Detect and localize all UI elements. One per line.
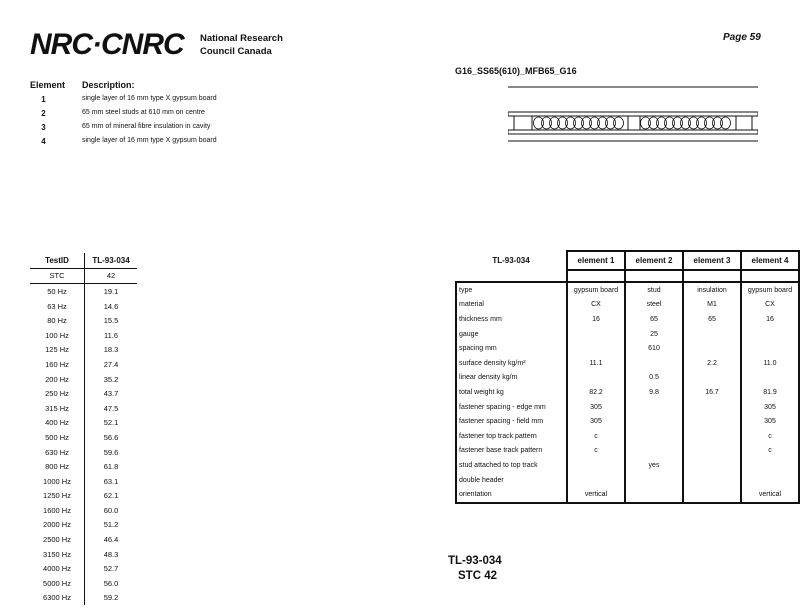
- tl-value: 59.2: [84, 591, 137, 606]
- element-description: 65 mm steel studs at 610 mm on centre: [82, 109, 205, 116]
- frequency-row: [30, 401, 137, 416]
- tl-value: 48.3: [84, 547, 137, 562]
- tl-value: 43.7: [84, 386, 137, 401]
- property-value: [683, 473, 741, 488]
- property-value: stud: [625, 282, 683, 298]
- property-value: [741, 341, 799, 356]
- org-name: [200, 32, 283, 58]
- property-value: c: [741, 444, 799, 459]
- property-label: stud attached to top track: [456, 458, 567, 473]
- tl-value: 47.5: [84, 401, 137, 416]
- element-row: [30, 137, 217, 146]
- element-1-header: element 1: [567, 251, 625, 270]
- property-label: total weight kg: [456, 385, 567, 400]
- frequency-row: [30, 561, 137, 576]
- element-row: [30, 109, 217, 118]
- frequency-label: 80 Hz: [47, 316, 67, 326]
- property-value: [683, 400, 741, 415]
- property-value: [567, 473, 625, 488]
- frequency-row: [30, 576, 137, 591]
- property-value: 16: [741, 312, 799, 327]
- tl-value: 52.7: [84, 561, 137, 576]
- property-value: [683, 371, 741, 386]
- property-value: 305: [741, 414, 799, 429]
- gypsum-board-top: [508, 112, 758, 116]
- frequency-row: [30, 386, 137, 401]
- property-value: [625, 473, 683, 488]
- property-row: [456, 298, 799, 313]
- property-value: gypsum board: [741, 282, 799, 298]
- frequency-row: [30, 445, 137, 460]
- stud-right: [736, 116, 752, 130]
- property-label: type: [456, 282, 567, 298]
- gypsum-board-bottom: [508, 130, 758, 134]
- frequency-label: 2500 Hz: [43, 535, 71, 545]
- frequency-row: [30, 328, 137, 343]
- property-value: [625, 429, 683, 444]
- tl-value: 11.6: [84, 328, 137, 343]
- insulation-left: [534, 117, 624, 129]
- property-label: fastener spacing - field mm: [456, 414, 567, 429]
- property-value: gypsum board: [567, 282, 625, 298]
- tl-value: 18.3: [84, 343, 137, 358]
- frequency-row: [30, 532, 137, 547]
- property-value: c: [567, 444, 625, 459]
- frequency-row: [30, 518, 137, 533]
- property-value: 16.7: [683, 385, 741, 400]
- frequency-label: 400 Hz: [45, 418, 69, 428]
- property-value: 305: [567, 414, 625, 429]
- frequency-label: 5000 Hz: [43, 578, 71, 588]
- property-row: [456, 458, 799, 473]
- test-number-header: TL-93-034: [84, 253, 137, 268]
- frequency-label: 63 Hz: [47, 301, 67, 311]
- insulation-coil: [721, 117, 731, 129]
- property-value: [741, 458, 799, 473]
- property-row: [456, 312, 799, 327]
- footer-stc: STC 42: [458, 570, 497, 582]
- description-col-header: Description:: [82, 80, 135, 90]
- frequency-row: [30, 284, 137, 299]
- element-3-header: element 3: [683, 251, 741, 270]
- property-value: [683, 487, 741, 503]
- property-value: 81.9: [741, 385, 799, 400]
- property-row: [456, 282, 799, 298]
- property-label: material: [456, 298, 567, 313]
- stc-label: STC: [49, 271, 65, 281]
- tl-value: 27.4: [84, 357, 137, 372]
- property-label: spacing mm: [456, 341, 567, 356]
- property-value: steel: [625, 298, 683, 313]
- property-value: 0.5: [625, 371, 683, 386]
- stud-middle: [628, 116, 640, 130]
- property-value: [625, 400, 683, 415]
- frequency-row: [30, 430, 137, 445]
- insulation-coil: [590, 117, 600, 129]
- frequency-label: 630 Hz: [45, 447, 69, 457]
- element-row: [30, 123, 217, 132]
- property-value: [683, 327, 741, 342]
- property-value: yes: [625, 458, 683, 473]
- frequency-row: [30, 299, 137, 314]
- property-value: vertical: [567, 487, 625, 503]
- element-list-header: [30, 80, 217, 90]
- property-row: [456, 444, 799, 459]
- property-row: [456, 414, 799, 429]
- property-value: 11.1: [567, 356, 625, 371]
- frequency-table: [30, 253, 137, 605]
- property-label: linear density kg/m: [456, 371, 567, 386]
- insulation-coil: [582, 117, 592, 129]
- property-value: 11.0: [741, 356, 799, 371]
- insulation-coil: [542, 117, 552, 129]
- property-value: 9.8: [625, 385, 683, 400]
- property-value: 65: [683, 312, 741, 327]
- insulation-coil: [558, 117, 568, 129]
- insulation-coil: [649, 117, 659, 129]
- property-label: gauge: [456, 327, 567, 342]
- element-col-header: Element: [30, 80, 66, 90]
- insulation-coil: [566, 117, 576, 129]
- property-row: [456, 473, 799, 488]
- insulation-coil: [689, 117, 699, 129]
- element-number: 2: [41, 109, 46, 118]
- frequency-row: [30, 591, 137, 606]
- property-value: c: [567, 429, 625, 444]
- property-row: [456, 385, 799, 400]
- property-row: [456, 371, 799, 386]
- footer-test-id: TL-93-034: [448, 555, 502, 567]
- property-label: surface density kg/m²: [456, 356, 567, 371]
- org-line-1: National Research: [200, 33, 283, 44]
- property-value: [625, 414, 683, 429]
- property-row: [456, 327, 799, 342]
- property-value: 305: [567, 400, 625, 415]
- org-line-2: Council Canada: [200, 46, 272, 57]
- property-value: [683, 444, 741, 459]
- page-number: Page 59: [723, 32, 761, 43]
- element-number: 1: [41, 95, 46, 104]
- frequency-row: [30, 343, 137, 358]
- property-value: [683, 429, 741, 444]
- property-value: CX: [567, 298, 625, 313]
- insulation-coil: [598, 117, 608, 129]
- frequency-label: 200 Hz: [45, 374, 69, 384]
- insulation-coil: [574, 117, 584, 129]
- footer-summary: [448, 554, 502, 584]
- frequency-row: [30, 547, 137, 562]
- property-label: orientation: [456, 487, 567, 503]
- property-value: insulation: [683, 282, 741, 298]
- stc-row: [30, 269, 137, 285]
- frequency-label: 1600 Hz: [43, 505, 71, 515]
- property-value: [625, 356, 683, 371]
- tl-value: 19.1: [84, 284, 137, 299]
- property-value: [625, 444, 683, 459]
- property-value: [567, 341, 625, 356]
- frequency-label: 125 Hz: [45, 345, 69, 355]
- property-value: [741, 371, 799, 386]
- tl-value: 60.0: [84, 503, 137, 518]
- insulation-right: [641, 117, 731, 129]
- property-value: 16: [567, 312, 625, 327]
- insulation-coil: [665, 117, 675, 129]
- tl-value: 59.6: [84, 445, 137, 460]
- insulation-coil: [713, 117, 723, 129]
- property-value: 82.2: [567, 385, 625, 400]
- property-row: [456, 487, 799, 503]
- frequency-label: 50 Hz: [47, 286, 67, 296]
- tl-value: 51.2: [84, 518, 137, 533]
- property-value: [741, 473, 799, 488]
- frequency-row: [30, 416, 137, 431]
- property-row: [456, 356, 799, 371]
- property-value: 25: [625, 327, 683, 342]
- tl-value: 61.8: [84, 459, 137, 474]
- property-value: [567, 327, 625, 342]
- insulation-coil: [550, 117, 560, 129]
- insulation-coil: [673, 117, 683, 129]
- frequency-row: [30, 313, 137, 328]
- insulation-coil: [641, 117, 651, 129]
- property-value: vertical: [741, 487, 799, 503]
- tl-value: 62.1: [84, 489, 137, 504]
- frequency-row: [30, 489, 137, 504]
- stc-value: 42: [84, 269, 137, 284]
- frequency-table-header: [30, 253, 137, 269]
- frequency-label: 500 Hz: [45, 432, 69, 442]
- frequency-label: 3150 Hz: [43, 549, 71, 559]
- property-value: [567, 458, 625, 473]
- property-label: thickness mm: [456, 312, 567, 327]
- frequency-row: [30, 503, 137, 518]
- frequency-label: 800 Hz: [45, 462, 69, 472]
- frequency-row: [30, 372, 137, 387]
- properties-table-id: TL-93-034: [492, 256, 530, 265]
- tl-value: 63.1: [84, 474, 137, 489]
- frequency-row: [30, 474, 137, 489]
- insulation-coil: [705, 117, 715, 129]
- property-value: 2.2: [683, 356, 741, 371]
- tl-value: 15.5: [84, 313, 137, 328]
- property-value: c: [741, 429, 799, 444]
- element-2-header: element 2: [625, 251, 683, 270]
- nrc-logo: NRC·CNRC: [30, 28, 184, 61]
- properties-table: [455, 250, 800, 504]
- tl-value: 35.2: [84, 372, 137, 387]
- property-label: fastener top track pattern: [456, 429, 567, 444]
- insulation-coil: [606, 117, 616, 129]
- property-value: 305: [741, 400, 799, 415]
- frequency-label: 100 Hz: [45, 330, 69, 340]
- frequency-label: 315 Hz: [45, 403, 69, 413]
- insulation-coil: [681, 117, 691, 129]
- property-value: M1: [683, 298, 741, 313]
- element-number: 3: [41, 123, 46, 132]
- element-description: single layer of 16 mm type X gypsum board: [82, 137, 217, 144]
- insulation-coil: [534, 117, 544, 129]
- tl-value: 14.6: [84, 299, 137, 314]
- insulation-coil: [697, 117, 707, 129]
- property-value: [683, 458, 741, 473]
- element-row: [30, 95, 217, 104]
- property-row: [456, 400, 799, 415]
- frequency-label: 250 Hz: [45, 389, 69, 399]
- property-label: double header: [456, 473, 567, 488]
- frequency-label: 1000 Hz: [43, 476, 71, 486]
- tl-value: 52.1: [84, 416, 137, 431]
- frequency-label: 1250 Hz: [43, 491, 71, 501]
- property-value: CX: [741, 298, 799, 313]
- property-value: [683, 414, 741, 429]
- element-description: single layer of 16 mm type X gypsum board: [82, 95, 217, 102]
- property-value: 65: [625, 312, 683, 327]
- property-value: [567, 371, 625, 386]
- tl-value: 46.4: [84, 532, 137, 547]
- property-row: [456, 429, 799, 444]
- assembly-code: G16_SS65(610)_MFB65_G16: [455, 66, 577, 76]
- frequency-label: 6300 Hz: [43, 593, 71, 603]
- frequency-label: 4000 Hz: [43, 564, 71, 574]
- tl-value: 56.6: [84, 430, 137, 445]
- property-value: 610: [625, 341, 683, 356]
- frequency-row: [30, 459, 137, 474]
- frequency-label: 160 Hz: [45, 359, 69, 369]
- element-4-header: element 4: [741, 251, 799, 270]
- element-list: [30, 80, 217, 146]
- wall-section-diagram: [508, 86, 758, 142]
- frequency-label: 2000 Hz: [43, 520, 71, 530]
- property-row: [456, 341, 799, 356]
- property-label: fastener spacing - edge mm: [456, 400, 567, 415]
- stud-left: [514, 116, 532, 130]
- property-value: [741, 327, 799, 342]
- insulation-coil: [614, 117, 624, 129]
- frequency-row: [30, 357, 137, 372]
- element-number: 4: [41, 137, 46, 146]
- tl-value: 56.0: [84, 576, 137, 591]
- testid-header: TestID: [45, 255, 69, 265]
- property-label: fastener base track pattern: [456, 444, 567, 459]
- insulation-coil: [657, 117, 667, 129]
- property-value: [625, 487, 683, 503]
- element-description: 65 mm of mineral fibre insulation in cavity: [82, 123, 211, 130]
- property-value: [683, 341, 741, 356]
